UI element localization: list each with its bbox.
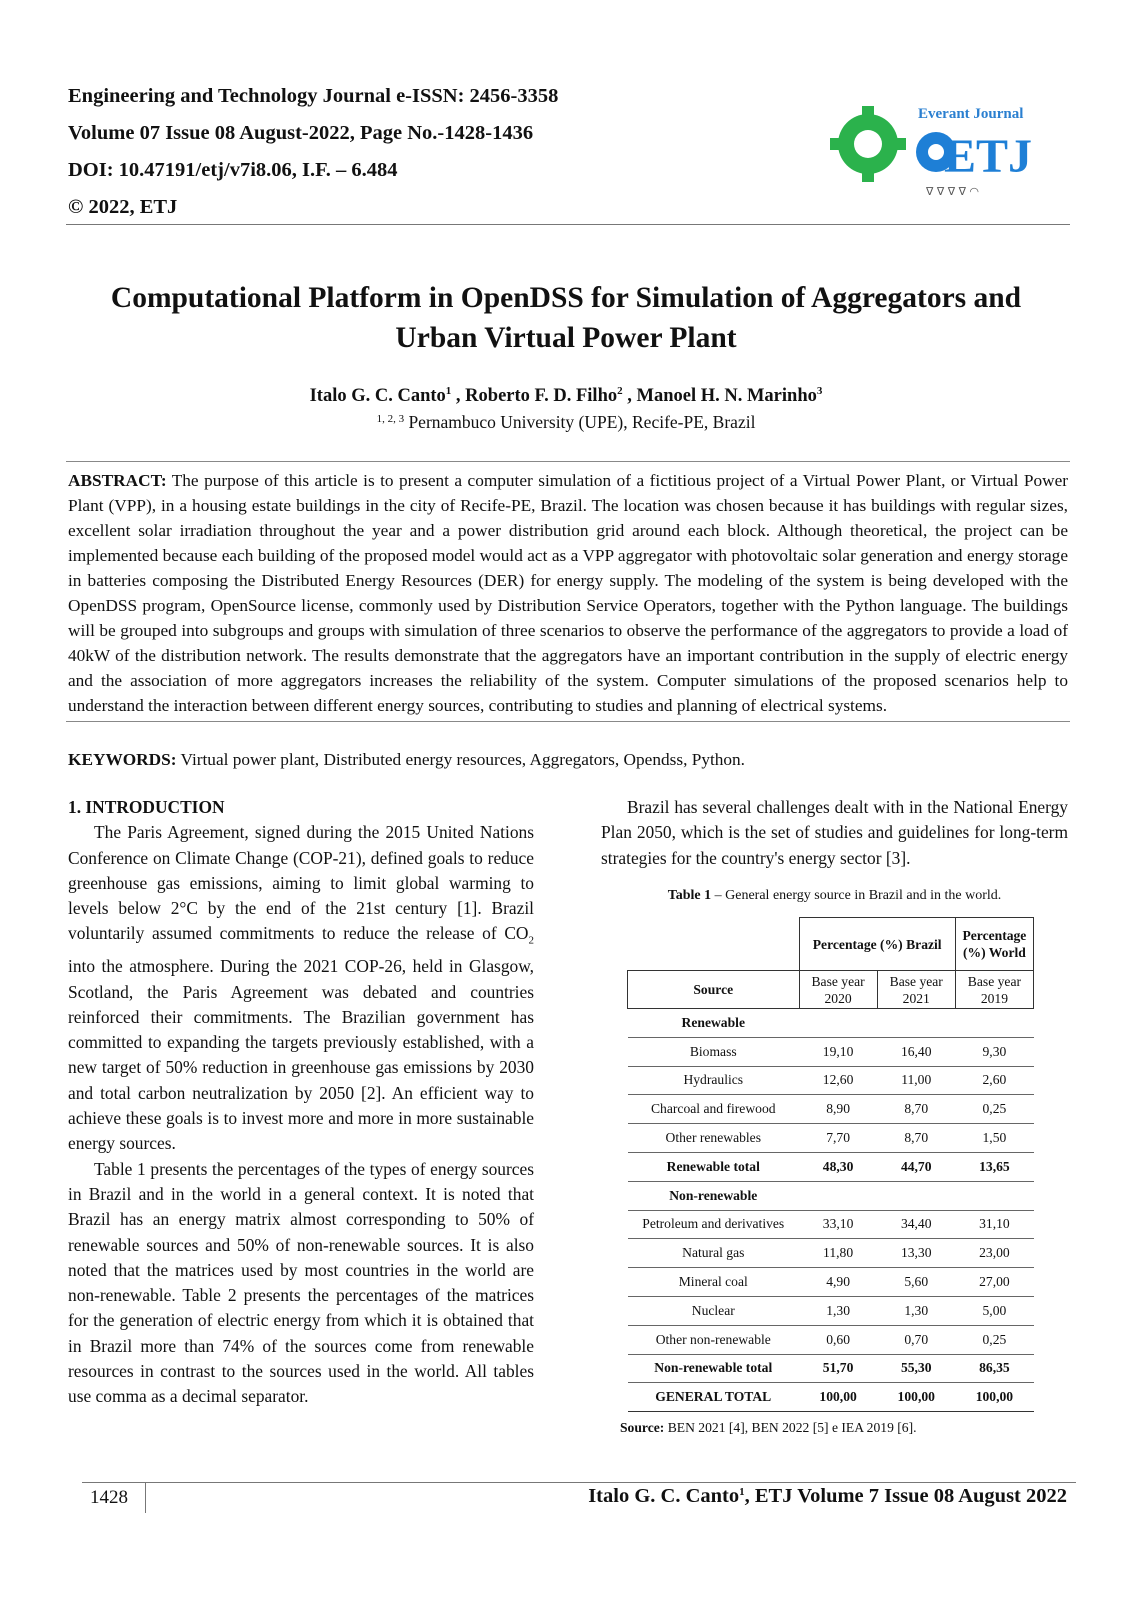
table-row: Mineral coal 4,90 5,60 27,00 (628, 1268, 1034, 1297)
affiliation: $^{1, 2, 3}$ Pernambuco University (UPE), Recife-PE, Brazil (376, 412, 756, 432)
abstract (66, 461, 1070, 722)
header-2019: Base year 2019 (955, 971, 1033, 1009)
table-row: Biomass 19,10 16,40 9,30 (628, 1037, 1034, 1066)
section-row: Renewable (628, 1009, 800, 1038)
left-column (68, 795, 534, 1410)
header-source: Source (628, 971, 800, 1009)
section-heading: 1. INTRODUCTION (68, 797, 225, 817)
keywords (68, 747, 1072, 772)
author-list: Italo G. C. Canto$^1$ , Roberto F. D. Filho$^2$ , Manoel H. N. Marinho$^3$ (309, 385, 823, 406)
table-row: Charcoal and firewood 8,90 8,70 0,25 (628, 1095, 1034, 1124)
table-row: Non-renewable total 51,70 55,30 86,35 (628, 1354, 1034, 1383)
right-column (601, 795, 1068, 871)
table-row: GENERAL TOTAL 100,00 100,00 100,00 (628, 1383, 1034, 1412)
header-rule (66, 224, 1070, 225)
paragraph: The Paris Agreement, signed during the 2015 United Nations Conference on Climate Change (COP-21), defined goals to reduce greenhouse gas emissions, aiming to limit global warming to levels below 2°C by the end of the 21st century [1]. Brazil voluntarily assumed commitments to reduce the release of $CO_2$ into the atmosphere. During the 2021 COP-26, held in Glasgow, Scotland, the Paris Agreement was debated and countries reinforced their commitments. The Brazilian government has committed to expanding the targets previously established, with a new target of 50% reduction in greenhouse gas emissions by 2030 and total carbon neutralization by 2050 [2]. An efficient way to achieve these goals is to invest more and more in more sustainable energy sources. (68, 822, 534, 1154)
table-row: Hydraulics 12,60 11,00 2,60 (628, 1066, 1034, 1095)
header-brazil: Percentage (%) Brazil (799, 918, 955, 971)
journal-name: Engineering and Technology Journal e-ISSN: 2456-3358 (68, 85, 559, 107)
section-row: Non-renewable (628, 1181, 800, 1210)
header-2020: Base year 2020 (799, 971, 877, 1009)
abstract-text: The purpose of this article is to present a computer simulation of a fictitious project of a Virtual Power Plant, or Virtual Power Plant (VPP), in a housing estate buildings in the city of Recife-PE, Brazil. The location was chosen because it has buildings with regular sizes, excellent solar irradiation throughout the year and a power distribution grid around each block. Although theoretical, the project can be implemented because each building of the proposed model would act as a VPP aggregator with photovoltaic solar generation and energy storage in batteries composing the Distributed Energy Resources (DER) for energy supply. The modeling of the system is being developed with the OpenDSS program, OpenSource license, commonly used by Distribution Service Operators, together with the Python language. The buildings will be grouped into subgroups and groups with simulation of three scenarios to observe the performance of the aggregators to provide a load of 40kW of the distribution network. The results demonstrate that the aggregators have an important contribution in the supply of electric energy and the association of more aggregators increases the reliability of the system. Computer simulations of the proposed scenarios help to understand the interaction between different energy sources, contributing to studies and planning of electrical systems. (68, 471, 1068, 715)
journal-header (68, 78, 558, 226)
table-row: Renewable total 48,30 44,70 13,65 (628, 1152, 1034, 1181)
footer-separator (145, 1483, 146, 1513)
paragraph: Table 1 presents the percentages of the types of energy sources in Brazil and in the world in a general context. It is noted that Brazil has an energy matrix almost corresponding to 50% of renewable sources and 50% of non-renewable sources. It is also noted that the matrices used by most countries in the world are non-renewable. Table 2 presents the percentages of the matrices for the generation of electric energy from which it is obtained that in Brazil more than 74% of the sources come from renewable resources in contrast to the sources used in the world. All tables use comma as a decimal separator. (68, 1158, 534, 1407)
etj-logo (826, 92, 1038, 202)
doi-info: DOI: 10.47191/etj/v7i8.06, I.F. – 6.484 (68, 159, 398, 181)
footer-rule (82, 1482, 1076, 1483)
header-2021: Base year 2021 (877, 971, 955, 1009)
footer-citation: Italo G. C. Canto$^1$, ETJ Volume 7 Issue 08 August 2022 (588, 1485, 1067, 1507)
svg-text:Everant Journal: Everant Journal (918, 106, 1024, 122)
copyright: © 2022, ETJ (68, 196, 178, 218)
keywords-label: KEYWORDS: (68, 750, 177, 769)
table-caption: Table 1 – General energy source in Brazil and in the world. (667, 888, 1002, 903)
table-source: Source: BEN 2021 [4], BEN 2022 [5] e IEA 2019 [6]. (620, 1420, 917, 1435)
svg-text:ETJ: ETJ (944, 130, 1033, 183)
abstract-label: ABSTRACT: (68, 471, 167, 490)
table-row: Other non-renewable 0,60 0,70 0,25 (628, 1325, 1034, 1354)
energy-source-table (627, 917, 1034, 1412)
table-row: Other renewables 7,70 8,70 1,50 (628, 1124, 1034, 1153)
table-row: Nuclear 1,30 1,30 5,00 (628, 1296, 1034, 1325)
page-number: 1428 (90, 1487, 128, 1508)
header-world: Percentage (%) World (955, 918, 1033, 971)
svg-text:∇ ∇ ∇ ∇ ◠: ∇ ∇ ∇ ∇ ◠ (926, 185, 980, 198)
table-row: Natural gas 11,80 13,30 23,00 (628, 1239, 1034, 1268)
keywords-text: Virtual power plant, Distributed energy resources, Aggregators, Opendss, Python. (176, 750, 745, 769)
paragraph: Brazil has several challenges dealt with in the National Energy Plan 2050, which is the set of studies and guidelines for long-term strategies for the country's energy sector [3]. (601, 797, 1068, 868)
table-row: Petroleum and derivatives 33,10 34,40 31,10 (628, 1210, 1034, 1239)
paper-title: Computational Platform in OpenDSS for Simulation of Aggregators and Urban Virtual Power Plant (110, 282, 1022, 354)
volume-info: Volume 07 Issue 08 August-2022, Page No.-1428-1436 (68, 122, 534, 144)
